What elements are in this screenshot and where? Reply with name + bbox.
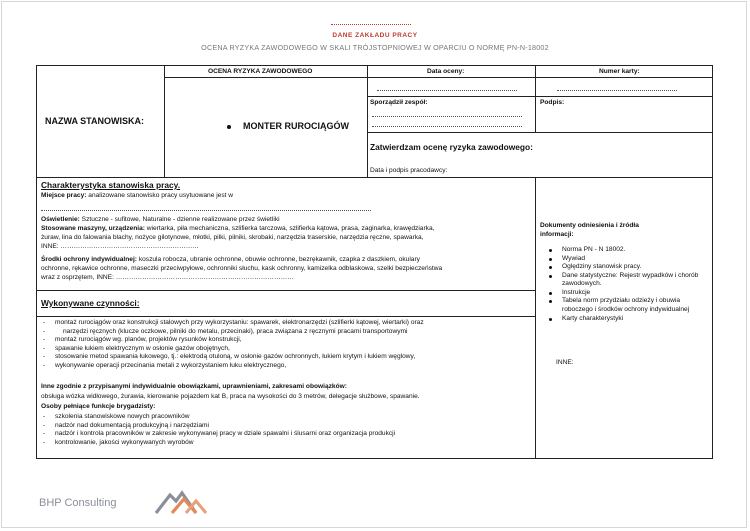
workplace-label: Miejsce pracy: — [41, 192, 87, 199]
team-member-field-1[interactable] — [372, 116, 522, 117]
other-duties-title: Inne zgodnie z przypisanymi indywidualnie obowiązkami, uprawnieniami, zakresami obowiązków: — [41, 383, 347, 390]
assessment-date-field[interactable] — [377, 90, 517, 91]
divider — [37, 177, 712, 178]
list-item: Tabela norm przydziału odzieży i obuwia roboczego i środków ochrony indywidualnej — [540, 297, 705, 314]
company-logo-icon — [152, 489, 212, 515]
divider — [37, 316, 535, 317]
company-data-title: DANE ZAKŁADU PRACY — [332, 32, 418, 39]
characteristics-title: Charakterystyka stanowiska pracy. — [41, 180, 181, 190]
ppe-info — [41, 256, 420, 265]
list-item: Instrukcje — [540, 289, 705, 298]
card-number-field[interactable] — [557, 90, 677, 91]
employer-signature-label: Data i podpis pracodawcy: — [370, 167, 448, 174]
ppe-label: Środki ochrony indywidualnej: — [41, 256, 137, 263]
divider — [367, 132, 712, 133]
machines-text-1: wiertarka, piła mechaniczna, szlifierka tarczowa, szlifierka kątowa, prasa, zaginarka, krawędziarka, — [144, 225, 435, 232]
list-item: Dane statystyczne: Rejestr wypadków i chorób zawodowych. — [540, 272, 705, 289]
other-duties-text: obsługa wózka widłowego, żurawia, kierowanie pojazdem kat B, praca na wysokości do 3 metrów, delegacje służbowe, spawanie. — [41, 393, 420, 400]
list-item: - szkolenia stanowiskowe nowych pracowników — [41, 413, 395, 422]
list-item: - nadzór nad dokumentacją produkcyjną i narzędziami — [41, 422, 395, 431]
divider — [535, 177, 536, 458]
lighting-label: Oświetlenie: — [41, 216, 80, 223]
references-title-line-2: informacji: — [540, 230, 574, 238]
list-item: - nadzór i kontrola pracowników w zakresie wykonywanej pracy w dziale spawalni i ślusarni oraz organizacja produkcji — [41, 430, 395, 439]
activities-title: Wykonywane czynności: — [41, 298, 140, 308]
references-title-line-1: Dokumenty odniesienia i źródła — [540, 222, 639, 229]
references-title — [540, 222, 639, 239]
divider — [535, 66, 536, 132]
card-number-label: Numer karty: — [599, 68, 640, 75]
ppe-text-3: wraz z osprzętem, INNE: ……………………………………………………………………… — [41, 274, 294, 281]
list-item: - montaż rurociągów oraz konstrukcji stalowych przy wykorzystaniu: spawarek, elektronarzędzi (szlifierki kątowej, wiertarki) oraz — [41, 319, 424, 328]
company-logo-text: BHP Consulting — [39, 497, 117, 509]
team-member-field-2[interactable] — [372, 126, 522, 127]
workplace-location — [41, 192, 233, 201]
list-item: Norma PN - N 18002. — [540, 246, 705, 255]
bullet-icon — [227, 125, 231, 129]
job-title-label: NAZWA STANOWISKA: — [45, 116, 144, 126]
references-list — [540, 246, 705, 323]
lighting-info — [41, 216, 280, 225]
approval-label: Zatwierdzam ocenę ryzyka zawodowego: — [370, 142, 533, 152]
machines-label: Stosowane maszyny, urządzenia: — [41, 225, 145, 232]
header-placeholder-line — [331, 24, 411, 25]
divider — [37, 290, 535, 291]
signature-label: Podpis: — [540, 99, 565, 106]
divider — [367, 66, 368, 177]
machines-text-2: żuraw, lina do falowania blachy, nożyce gilotynowe, młotki, pilki, pilniki, skrobaki, narzędzia traserskie, narzędzia ręczne, spawarka, — [41, 234, 424, 241]
references-other: INNE: — [556, 359, 574, 366]
list-item: - kontrolowanie, jakości wykonywanych wyrobów — [41, 439, 395, 448]
ppe-text-2: ochronne, rękawice ochronne, maseczki przeciwpyłowe, ochronniki słuchu, kask ochronny, kamizelka odblaskowa, szelki bezpieczeństwa — [41, 265, 443, 272]
divider — [367, 96, 712, 97]
assessment-column-header: OCENA RYZYKA ZAWODOWEGO — [208, 68, 313, 75]
list-item: Wywiad — [540, 255, 705, 264]
machines-info — [41, 225, 434, 234]
list-item: - stosowanie metod spawania łukowego, tj.: elektrodą otuloną, w osłonie gazów ochronnych, łukiem krytym i łukiem węglowy, — [41, 353, 424, 362]
list-item: - spawanie łukiem elektrycznym w osłonie gazów obojętnych, — [41, 345, 424, 354]
occupation-name — [227, 121, 349, 131]
brigade-title: Osoby pełniące funkcje brygadzisty: — [41, 403, 156, 410]
divider — [164, 66, 165, 177]
team-label: Sporządził zespół: — [370, 99, 428, 106]
brigade-list — [41, 413, 395, 447]
list-item: - montaż rurociągów wg. planów, projektów rysunków konstrukcji, — [41, 336, 424, 345]
list-item: - narzędzi ręcznych (klucze oczkowe, pilniki do metalu, przecinaki), praca związana z ręcznymi pracami transportowymi — [41, 328, 424, 337]
occupation-text: MONTER RUROCIĄGÓW — [243, 121, 349, 131]
list-item: - wykonywanie operacji przecinania metali z wykorzystaniem łuku elektrycznego, — [41, 362, 424, 371]
machines-other: INNE: ……………………………………………………… — [41, 243, 199, 250]
lighting-text: Sztuczne - sufitowe, Naturalne - dzienne realizowane przez świetliki — [79, 216, 280, 223]
divider — [164, 77, 712, 78]
ppe-text-1: koszula robocza, ubranie ochronne, obuwie ochronne, bezrękawnik, czapka z daszkiem, okulary — [137, 256, 420, 263]
workplace-text: analizowane stanowisko pracy usytuowane jest w — [86, 192, 234, 199]
list-item: Oględziny stanowisk pracy. — [540, 263, 705, 272]
list-item: Karty charakterystyki — [540, 315, 705, 324]
activities-list — [41, 319, 424, 370]
document-subtitle: OCENA RYZYKA ZAWODOWEGO W SKALI TRÓJSTOPNIOWEJ W OPARCIU O NORMĘ PN-N-18002 — [201, 43, 549, 52]
assessment-date-label: Data oceny: — [427, 68, 465, 75]
workplace-field[interactable] — [41, 210, 371, 211]
